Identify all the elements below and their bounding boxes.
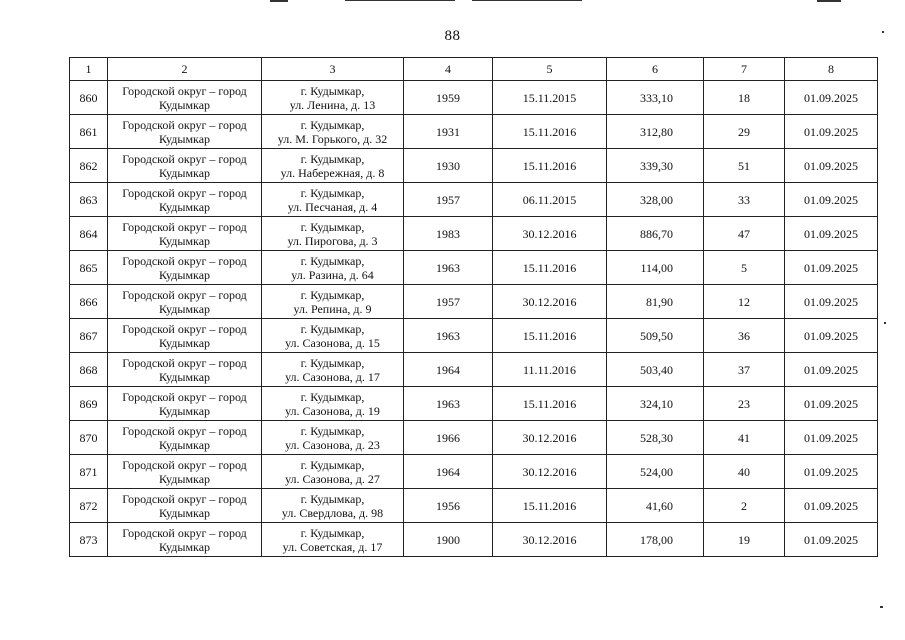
cell-municipality xyxy=(108,387,262,421)
cell-municipality-line-1: Городской округ – город xyxy=(122,321,247,336)
cell-row-number: 865 xyxy=(70,251,108,285)
cell-municipality xyxy=(108,81,262,115)
cell-count: 36 xyxy=(704,319,785,353)
cell-address-line-2: ул. Пирогова, д. 3 xyxy=(287,233,378,248)
cell-area: 41,60 xyxy=(607,489,704,523)
cell-address-line-2: ул. Советская, д. 17 xyxy=(282,539,383,554)
scan-mark-top-1 xyxy=(270,0,288,2)
cell-deadline: 01.09.2025 xyxy=(785,81,878,115)
cell-municipality-line-1: Городской округ – город xyxy=(122,151,247,166)
cell-address-line-2: ул. Сазонова, д. 19 xyxy=(285,403,380,418)
cell-deadline: 01.09.2025 xyxy=(785,285,878,319)
cell-deadline: 01.09.2025 xyxy=(785,353,878,387)
cell-year: 1956 xyxy=(404,489,493,523)
cell-address-line-2: ул. Разина, д. 64 xyxy=(291,267,374,282)
cell-municipality-line-2: Кудымкар xyxy=(158,301,211,316)
cell-row-number: 860 xyxy=(70,81,108,115)
cell-address-line-1: г. Кудымкар, xyxy=(300,491,365,506)
cell-deadline: 01.09.2025 xyxy=(785,115,878,149)
cell-address-line-1: г. Кудымкар, xyxy=(300,83,365,98)
cell-area: 333,10 xyxy=(607,81,704,115)
cell-date: 15.11.2016 xyxy=(493,319,607,353)
cell-municipality xyxy=(108,489,262,523)
cell-row-number: 864 xyxy=(70,217,108,251)
cell-year: 1957 xyxy=(404,183,493,217)
cell-row-number: 863 xyxy=(70,183,108,217)
table-body xyxy=(70,81,878,557)
table-row xyxy=(70,149,878,183)
cell-municipality-line-2: Кудымкар xyxy=(158,97,211,112)
cell-year: 1964 xyxy=(404,455,493,489)
cell-address-line-1: г. Кудымкар, xyxy=(300,185,365,200)
cell-municipality xyxy=(108,217,262,251)
cell-deadline: 01.09.2025 xyxy=(785,421,878,455)
cell-address-line-1: г. Кудымкар, xyxy=(300,525,365,540)
cell-address-line-2: ул. Репина, д. 9 xyxy=(293,301,372,316)
table-row xyxy=(70,455,878,489)
cell-date: 30.12.2016 xyxy=(493,421,607,455)
cell-municipality-line-1: Городской округ – город xyxy=(122,287,247,302)
header-col-3: 3 xyxy=(262,58,404,81)
cell-date: 30.12.2016 xyxy=(493,455,607,489)
cell-municipality xyxy=(108,523,262,557)
cell-address-line-2: ул. Набережная, д. 8 xyxy=(280,165,385,180)
cell-year: 1963 xyxy=(404,319,493,353)
table-row xyxy=(70,183,878,217)
cell-area: 524,00 xyxy=(607,455,704,489)
cell-area: 178,00 xyxy=(607,523,704,557)
cell-address-line-2: ул. Сазонова, д. 17 xyxy=(285,369,380,384)
registry-table xyxy=(69,57,878,557)
cell-address xyxy=(262,387,404,421)
cell-municipality xyxy=(108,319,262,353)
cell-municipality-line-2: Кудымкар xyxy=(158,267,211,282)
cell-year: 1959 xyxy=(404,81,493,115)
cell-date: 15.11.2016 xyxy=(493,115,607,149)
cell-year: 1900 xyxy=(404,523,493,557)
cell-municipality-line-2: Кудымкар xyxy=(158,403,211,418)
cell-count: 23 xyxy=(704,387,785,421)
cell-address-line-1: г. Кудымкар, xyxy=(300,151,365,166)
cell-address-line-2: ул. Сазонова, д. 15 xyxy=(285,335,380,350)
cell-date: 15.11.2016 xyxy=(493,489,607,523)
cell-area: 81,90 xyxy=(607,285,704,319)
cell-address-line-2: ул. Песчаная, д. 4 xyxy=(287,199,378,214)
header-col-2: 2 xyxy=(108,58,262,81)
cell-municipality-line-1: Городской округ – город xyxy=(122,219,247,234)
cell-municipality-line-2: Кудымкар xyxy=(158,539,211,554)
cell-address xyxy=(262,285,404,319)
header-col-7: 7 xyxy=(704,58,785,81)
header-col-4: 4 xyxy=(404,58,493,81)
cell-municipality xyxy=(108,149,262,183)
cell-date: 15.11.2016 xyxy=(493,251,607,285)
cell-address xyxy=(262,115,404,149)
cell-municipality-line-1: Городской округ – город xyxy=(122,185,247,200)
cell-count: 51 xyxy=(704,149,785,183)
cell-address xyxy=(262,353,404,387)
cell-address-line-1: г. Кудымкар, xyxy=(300,423,365,438)
cell-address xyxy=(262,489,404,523)
cell-address-line-1: г. Кудымкар, xyxy=(300,117,365,132)
cell-count: 29 xyxy=(704,115,785,149)
cell-deadline: 01.09.2025 xyxy=(785,217,878,251)
scan-mark-top-3 xyxy=(472,0,582,1)
table-row xyxy=(70,319,878,353)
cell-date: 11.11.2016 xyxy=(493,353,607,387)
cell-deadline: 01.09.2025 xyxy=(785,251,878,285)
cell-row-number: 869 xyxy=(70,387,108,421)
cell-row-number: 868 xyxy=(70,353,108,387)
cell-address-line-1: г. Кудымкар, xyxy=(300,287,365,302)
page-number: 88 xyxy=(444,28,461,44)
cell-year: 1930 xyxy=(404,149,493,183)
cell-date: 30.12.2016 xyxy=(493,523,607,557)
cell-area: 509,50 xyxy=(607,319,704,353)
table-row xyxy=(70,523,878,557)
cell-date: 15.11.2015 xyxy=(493,81,607,115)
cell-address xyxy=(262,251,404,285)
cell-address-line-2: ул. Сазонова, д. 23 xyxy=(285,437,380,452)
header-col-8: 8 xyxy=(785,58,878,81)
cell-count: 41 xyxy=(704,421,785,455)
cell-municipality-line-1: Городской округ – город xyxy=(122,525,247,540)
cell-municipality xyxy=(108,251,262,285)
cell-year: 1963 xyxy=(404,387,493,421)
cell-address xyxy=(262,455,404,489)
scan-mark-top-2 xyxy=(345,0,455,1)
table-row xyxy=(70,489,878,523)
cell-count: 40 xyxy=(704,455,785,489)
cell-address-line-1: г. Кудымкар, xyxy=(300,355,365,370)
cell-municipality-line-2: Кудымкар xyxy=(158,369,211,384)
cell-deadline: 01.09.2025 xyxy=(785,455,878,489)
cell-deadline: 01.09.2025 xyxy=(785,489,878,523)
cell-municipality-line-1: Городской округ – город xyxy=(122,117,247,132)
header-row xyxy=(70,58,878,81)
cell-municipality-line-1: Городской округ – город xyxy=(122,423,247,438)
cell-row-number: 871 xyxy=(70,455,108,489)
cell-deadline: 01.09.2025 xyxy=(785,523,878,557)
cell-year: 1931 xyxy=(404,115,493,149)
cell-municipality-line-2: Кудымкар xyxy=(158,335,211,350)
cell-area: 886,70 xyxy=(607,217,704,251)
cell-deadline: 01.09.2025 xyxy=(785,319,878,353)
scan-mark-right-2 xyxy=(884,322,886,324)
cell-address xyxy=(262,319,404,353)
cell-municipality-line-2: Кудымкар xyxy=(158,505,211,520)
cell-municipality-line-2: Кудымкар xyxy=(158,471,211,486)
cell-municipality-line-2: Кудымкар xyxy=(158,199,211,214)
table-row xyxy=(70,387,878,421)
cell-municipality-line-1: Городской округ – город xyxy=(122,389,247,404)
header-col-6: 6 xyxy=(607,58,704,81)
cell-municipality-line-1: Городской округ – город xyxy=(122,491,247,506)
cell-municipality xyxy=(108,455,262,489)
cell-year: 1964 xyxy=(404,353,493,387)
cell-municipality xyxy=(108,115,262,149)
cell-date: 30.12.2016 xyxy=(493,285,607,319)
cell-address xyxy=(262,149,404,183)
cell-date: 06.11.2015 xyxy=(493,183,607,217)
cell-area: 528,30 xyxy=(607,421,704,455)
table-row xyxy=(70,115,878,149)
cell-row-number: 870 xyxy=(70,421,108,455)
cell-area: 503,40 xyxy=(607,353,704,387)
table-row xyxy=(70,285,878,319)
cell-municipality-line-1: Городской округ – город xyxy=(122,83,247,98)
cell-address-line-2: ул. Сазонова, д. 27 xyxy=(285,471,380,486)
cell-count: 2 xyxy=(704,489,785,523)
cell-address-line-1: г. Кудымкар, xyxy=(300,389,365,404)
cell-count: 18 xyxy=(704,81,785,115)
scan-mark-top-4 xyxy=(817,0,841,2)
table-row xyxy=(70,217,878,251)
cell-date: 15.11.2016 xyxy=(493,387,607,421)
cell-year: 1957 xyxy=(404,285,493,319)
cell-area: 339,30 xyxy=(607,149,704,183)
cell-municipality-line-2: Кудымкар xyxy=(158,165,211,180)
table-header xyxy=(70,58,878,81)
cell-row-number: 872 xyxy=(70,489,108,523)
cell-address-line-2: ул. Свердлова, д. 98 xyxy=(281,505,384,520)
cell-count: 19 xyxy=(704,523,785,557)
cell-deadline: 01.09.2025 xyxy=(785,387,878,421)
cell-date: 30.12.2016 xyxy=(493,217,607,251)
cell-row-number: 861 xyxy=(70,115,108,149)
cell-deadline: 01.09.2025 xyxy=(785,149,878,183)
cell-year: 1983 xyxy=(404,217,493,251)
cell-municipality xyxy=(108,353,262,387)
cell-count: 5 xyxy=(704,251,785,285)
table-row xyxy=(70,251,878,285)
cell-count: 12 xyxy=(704,285,785,319)
cell-address-line-2: ул. М. Горького, д. 32 xyxy=(277,131,388,146)
header-col-5: 5 xyxy=(493,58,607,81)
cell-address xyxy=(262,217,404,251)
cell-address xyxy=(262,81,404,115)
cell-count: 47 xyxy=(704,217,785,251)
cell-address-line-2: ул. Ленина, д. 13 xyxy=(289,97,376,112)
cell-address-line-1: г. Кудымкар, xyxy=(300,457,365,472)
cell-date: 15.11.2016 xyxy=(493,149,607,183)
cell-row-number: 866 xyxy=(70,285,108,319)
cell-address-line-1: г. Кудымкар, xyxy=(300,321,365,336)
table-row xyxy=(70,353,878,387)
cell-address-line-1: г. Кудымкар, xyxy=(300,253,365,268)
cell-row-number: 873 xyxy=(70,523,108,557)
table-row xyxy=(70,421,878,455)
cell-area: 114,00 xyxy=(607,251,704,285)
cell-municipality-line-1: Городской округ – город xyxy=(122,355,247,370)
cell-municipality-line-1: Городской округ – город xyxy=(122,253,247,268)
cell-year: 1966 xyxy=(404,421,493,455)
cell-year: 1963 xyxy=(404,251,493,285)
cell-municipality xyxy=(108,285,262,319)
cell-address xyxy=(262,523,404,557)
cell-area: 328,00 xyxy=(607,183,704,217)
cell-deadline: 01.09.2025 xyxy=(785,183,878,217)
cell-municipality xyxy=(108,183,262,217)
cell-municipality-line-2: Кудымкар xyxy=(158,131,211,146)
cell-row-number: 862 xyxy=(70,149,108,183)
scan-mark-right-3 xyxy=(880,606,883,608)
cell-address xyxy=(262,421,404,455)
header-col-1: 1 xyxy=(70,58,108,81)
cell-area: 324,10 xyxy=(607,387,704,421)
cell-municipality-line-2: Кудымкар xyxy=(158,437,211,452)
cell-municipality xyxy=(108,421,262,455)
cell-row-number: 867 xyxy=(70,319,108,353)
cell-count: 33 xyxy=(704,183,785,217)
cell-count: 37 xyxy=(704,353,785,387)
cell-address xyxy=(262,183,404,217)
table-row xyxy=(70,81,878,115)
cell-municipality-line-1: Городской округ – город xyxy=(122,457,247,472)
cell-municipality-line-2: Кудымкар xyxy=(158,233,211,248)
cell-area: 312,80 xyxy=(607,115,704,149)
cell-address-line-1: г. Кудымкар, xyxy=(300,219,365,234)
